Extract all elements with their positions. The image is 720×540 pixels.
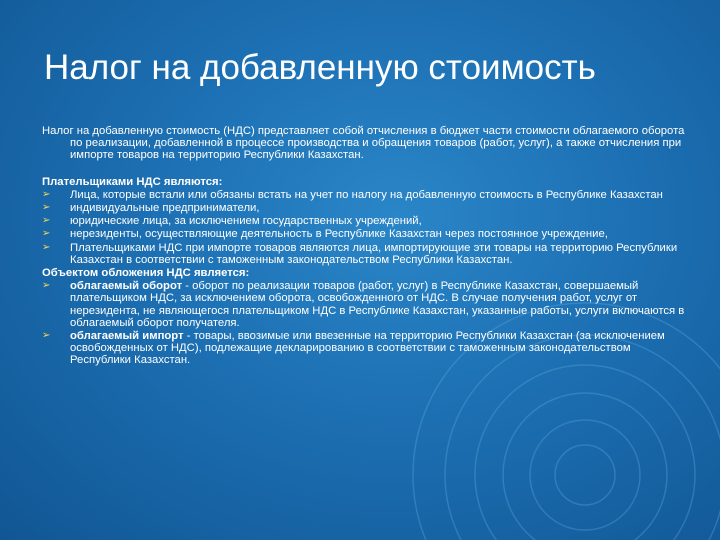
- arrow-bullet-icon: ➢: [42, 241, 51, 253]
- slide-title: Налог на добавленную стоимость: [44, 48, 596, 87]
- arrow-bullet-icon: ➢: [42, 330, 51, 342]
- object-description: - оборот по реализации товаров (работ, услуг) в Республике Казахстан, совершаемый плательщиком НДС, за исключением оборота, освобожденного от НДС. В случае получения работ, услуг от нерезидента, не являющегося плательщиком НДС в Республике Казахстан, указанные работы, услуги включаются в облагаемый оборот получателя.: [70, 280, 685, 329]
- list-item: ➢ юридические лица, за исключением государственных учреждений,: [42, 215, 422, 228]
- arrow-bullet-icon: ➢: [42, 188, 51, 200]
- list-item: ➢ Лица, которые встали или обязаны встать на учет по налогу на добавленную стоимость в Республике Казахстан: [42, 188, 663, 201]
- list-item: [42, 280, 692, 329]
- objects-heading: Объектом обложения НДС является:: [42, 267, 250, 280]
- object-description: - товары, ввозимые или ввезенные на территорию Республики Казахстан (за исключением освобожденных от НДС), подлежащие декларированию в соответствии с таможенным законодательством Республики Казахстан.: [70, 330, 665, 367]
- slide-content: [42, 125, 692, 368]
- arrow-bullet-icon: ➢: [42, 280, 51, 292]
- arrow-bullet-icon: ➢: [42, 228, 51, 240]
- intro-paragraph: Налог на добавленную стоимость (НДС) представляет собой отчисления в бюджет части стоимости облагаемого оборота по реализации, добавленной в процессе производства и обращения товаров (работ, услуг), а также отчисления при импорте товаров на территорию Республики Казахстан.: [42, 125, 685, 162]
- payers-heading: Плательщиками НДС являются:: [42, 175, 223, 188]
- list-item: ➢ индивидуальные предприниматели,: [42, 202, 260, 215]
- payers-list: [42, 189, 692, 266]
- list-item: [42, 330, 692, 367]
- arrow-bullet-icon: ➢: [42, 202, 51, 214]
- object-term: облагаемый импорт: [70, 330, 184, 343]
- list-item: ➢ нерезиденты, осуществляющие деятельность в Республике Казахстан через постоянное учреждение,: [42, 228, 608, 241]
- arrow-bullet-icon: ➢: [42, 215, 51, 227]
- object-term: облагаемый оборот: [70, 280, 183, 293]
- objects-list: [42, 280, 692, 366]
- list-item: ➢ Плательщиками НДС при импорте товаров являются лица, импортирующие эти товары на территорию Республики Казахстан в соответствии с таможенным законодательством Республики Казахстан.: [42, 241, 678, 266]
